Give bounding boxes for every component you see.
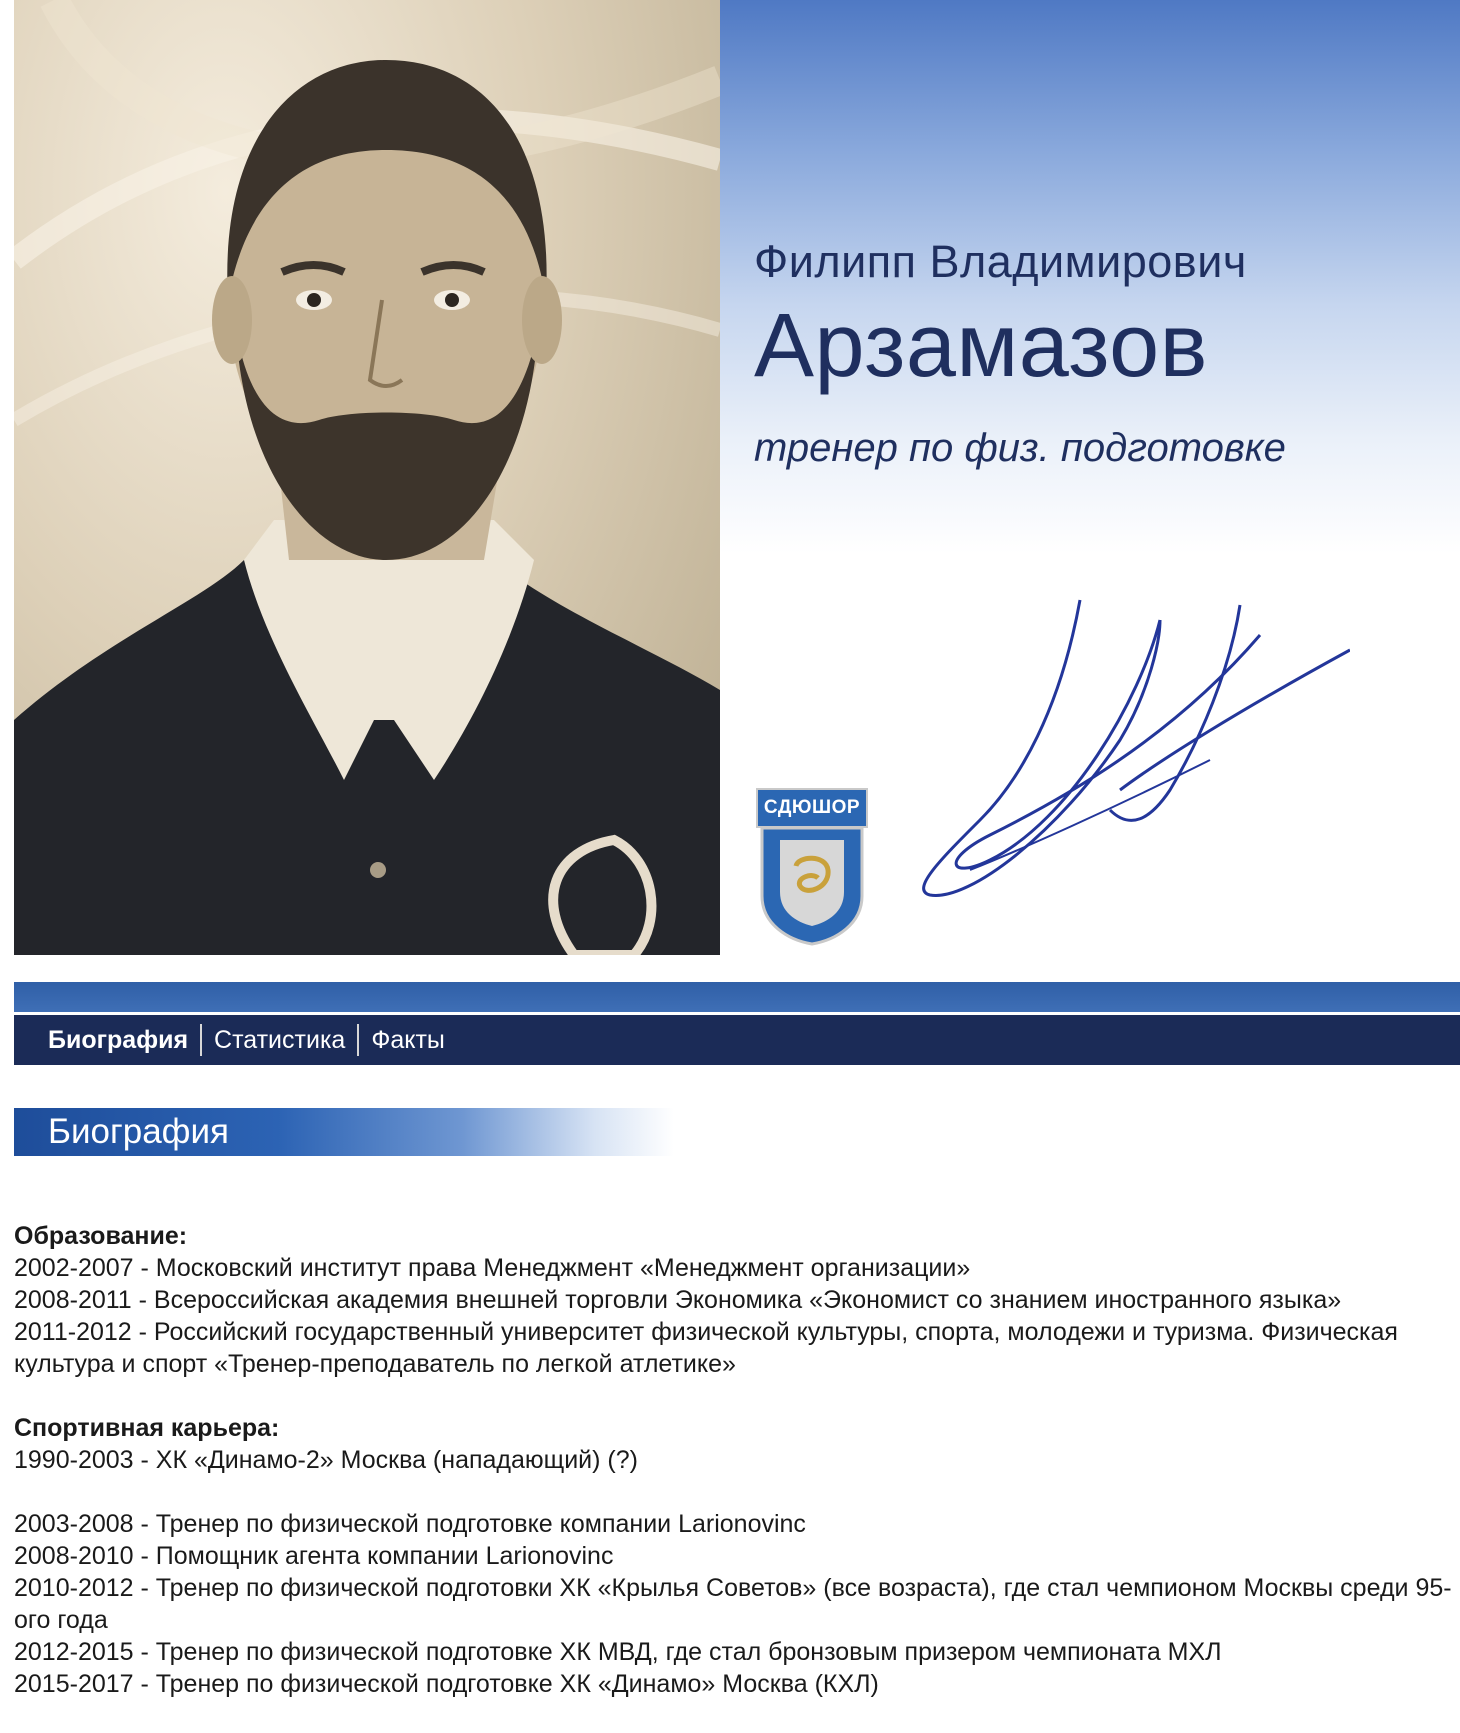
profile-photo bbox=[14, 0, 720, 955]
first-name: Филипп Владимирович bbox=[754, 236, 1247, 287]
name-block bbox=[754, 230, 1444, 476]
career-item: 1990-2003 - ХК «Динамо-2» Москва (нападающий) (?) bbox=[14, 1446, 638, 1474]
paragraph-gap bbox=[14, 1476, 1454, 1508]
coaching-item: 2012-2015 - Тренер по физической подготовке ХК МВД, где стал бронзовым призером чемпионата МХЛ bbox=[14, 1638, 1222, 1666]
coaching-item: 2010-2012 - Тренер по физической подготовки ХК «Крылья Советов» (все возраста), где стал чемпионом Москвы среди 95-ого года bbox=[14, 1574, 1452, 1634]
tab-biography[interactable]: Биография bbox=[48, 1026, 189, 1054]
dynamo-shield-icon bbox=[756, 826, 868, 946]
badge-label: СДЮШОР bbox=[756, 788, 868, 828]
education-item: 2011-2012 - Российский государственный университет физической культуры, спорта, молодежи и туризма. Физическая культура и спорт «Тренер-преподаватель по легкой атлетике» bbox=[14, 1318, 1398, 1378]
tab-facts[interactable]: Факты bbox=[371, 1026, 445, 1054]
profile-tabs bbox=[14, 1015, 1460, 1065]
coaching-item: 2003-2008 - Тренер по физической подготовке компании Larionovinc bbox=[14, 1510, 806, 1538]
tab-statistics[interactable]: Статистика bbox=[214, 1026, 346, 1054]
nav-separator bbox=[357, 1024, 359, 1056]
club-badge bbox=[756, 788, 868, 946]
nav-separator bbox=[200, 1024, 202, 1056]
coaching-item: 2015-2017 - Тренер по физической подготовке ХК «Динамо» Москва (КХЛ) bbox=[14, 1670, 879, 1698]
signature bbox=[910, 590, 1350, 910]
education-heading: Образование: bbox=[14, 1222, 188, 1250]
education-item: 2002-2007 - Московский институт права Менеджмент «Менеджмент организации» bbox=[14, 1254, 971, 1282]
position-title: тренер по физ. подготовке bbox=[754, 426, 1286, 470]
biography-text bbox=[14, 1220, 1454, 1700]
career-heading: Спортивная карьера: bbox=[14, 1414, 280, 1442]
last-name: Арзамазов bbox=[754, 296, 1208, 396]
section-title: Биография bbox=[48, 1112, 229, 1151]
section-title-bar bbox=[14, 1108, 674, 1156]
paragraph-gap bbox=[14, 1380, 1454, 1412]
nav-stripe bbox=[14, 982, 1460, 1012]
coaching-item: 2008-2010 - Помощник агента компании Larionovinc bbox=[14, 1542, 614, 1570]
education-item: 2008-2011 - Всероссийская академия внешней торговли Экономика «Экономист со знанием иностранного языка» bbox=[14, 1286, 1342, 1314]
